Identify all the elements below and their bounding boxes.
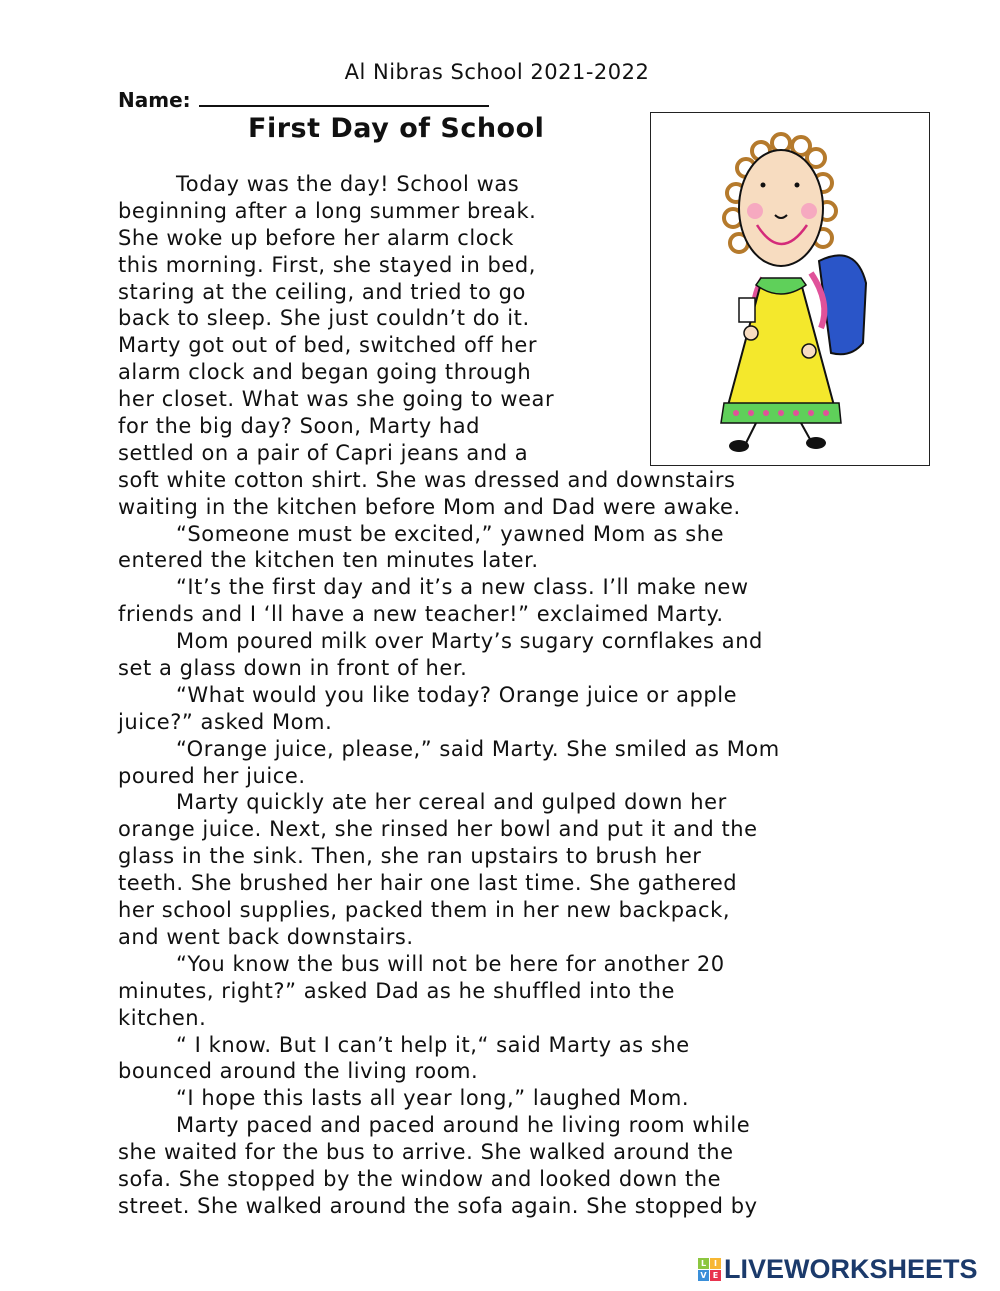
story-line: soft white cotton shirt. She was dressed and downstairs — [118, 467, 736, 492]
story-line: street. She walked around the sofa again. She stopped by — [118, 1193, 758, 1218]
story-line: “You know the bus will not be here for another 20 — [176, 951, 725, 976]
story-line: beginning after a long summer break. — [118, 198, 537, 223]
story-line: her closet. What was she going to wear — [118, 387, 555, 412]
story-line: staring at the ceiling, and tried to go — [118, 279, 526, 304]
story-line: and went back downstairs. — [118, 924, 414, 949]
story-line: glass in the sink. Then, she ran upstairs to brush her — [118, 844, 702, 869]
story-line: “ I know. But I can’t help it,“ said Marty as she — [176, 1032, 690, 1057]
story-line: kitchen. — [118, 1005, 207, 1030]
story-line: Today was the day! School was — [176, 172, 520, 196]
name-blank-line[interactable] — [199, 87, 489, 107]
story-line: bounced around the living room. — [118, 1059, 479, 1084]
story-line: juice?” asked Mom. — [118, 709, 333, 734]
logo-block: L — [698, 1258, 709, 1269]
story-line: “It’s the first day and it’s a new class. I’ll make new — [176, 575, 749, 600]
name-label: Name: — [118, 88, 191, 112]
logo-block: I — [710, 1258, 721, 1269]
story-line: sofa. She stopped by the window and looked down the — [118, 1166, 722, 1191]
story-line: “Orange juice, please,” said Marty. She smiled as Mom — [176, 736, 780, 761]
story-line: She woke up before her alarm clock — [118, 225, 514, 250]
story-line: minutes, right?” asked Dad as he shuffled into the — [118, 978, 675, 1003]
story-line: Marty paced and paced around he living room while — [176, 1113, 751, 1138]
story-line: alarm clock and began going through — [118, 360, 532, 385]
school-name: Al Nibras School 2021-2022 — [344, 60, 650, 84]
story-line: Mom poured milk over Marty’s sugary cornflakes and — [176, 629, 763, 654]
story-line: back to sleep. She just couldn’t do it. — [118, 306, 530, 331]
story-line: orange juice. Next, she rinsed her bowl and put it and the — [118, 817, 758, 842]
liveworksheets-logo — [698, 1254, 978, 1285]
story-line: teeth. She brushed her hair one last time. She gathered — [118, 871, 738, 896]
story-line: “What would you like today? Orange juice or apple — [176, 682, 738, 707]
logo-blocks-icon — [698, 1258, 721, 1281]
story-line: set a glass down in front of her. — [118, 656, 468, 681]
story-line: entered the kitchen ten minutes later. — [118, 548, 539, 573]
story-line: she waited for the bus to arrive. She walked around the — [118, 1140, 734, 1165]
name-field[interactable] — [118, 87, 489, 112]
story-line: Marty got out of bed, switched off her — [118, 333, 537, 358]
story-line: for the big day? Soon, Marty had — [118, 414, 481, 439]
story-line: her school supplies, packed them in her new backpack, — [118, 898, 731, 923]
logo-block: E — [710, 1270, 721, 1281]
story-line: poured her juice. — [118, 763, 306, 788]
story-line: “Someone must be excited,” yawned Mom as she — [176, 521, 725, 546]
page-title: First Day of School — [248, 113, 545, 144]
story-line: settled on a pair of Capri jeans and a — [118, 440, 529, 465]
story-line: “I hope this lasts all year long,” laughed Mom. — [176, 1086, 690, 1111]
story-line: Marty quickly ate her cereal and gulped down her — [176, 790, 727, 815]
logo-text: LIVEWORKSHEETS — [724, 1254, 978, 1284]
story-line: waiting in the kitchen before Mom and Dad were awake. — [118, 494, 741, 519]
story-line: friends and I ‘ll have a new teacher!” exclaimed Marty. — [118, 602, 724, 627]
logo-block: V — [698, 1270, 709, 1281]
story-text — [118, 171, 780, 1220]
story-line: this morning. First, she stayed in bed, — [118, 252, 537, 277]
